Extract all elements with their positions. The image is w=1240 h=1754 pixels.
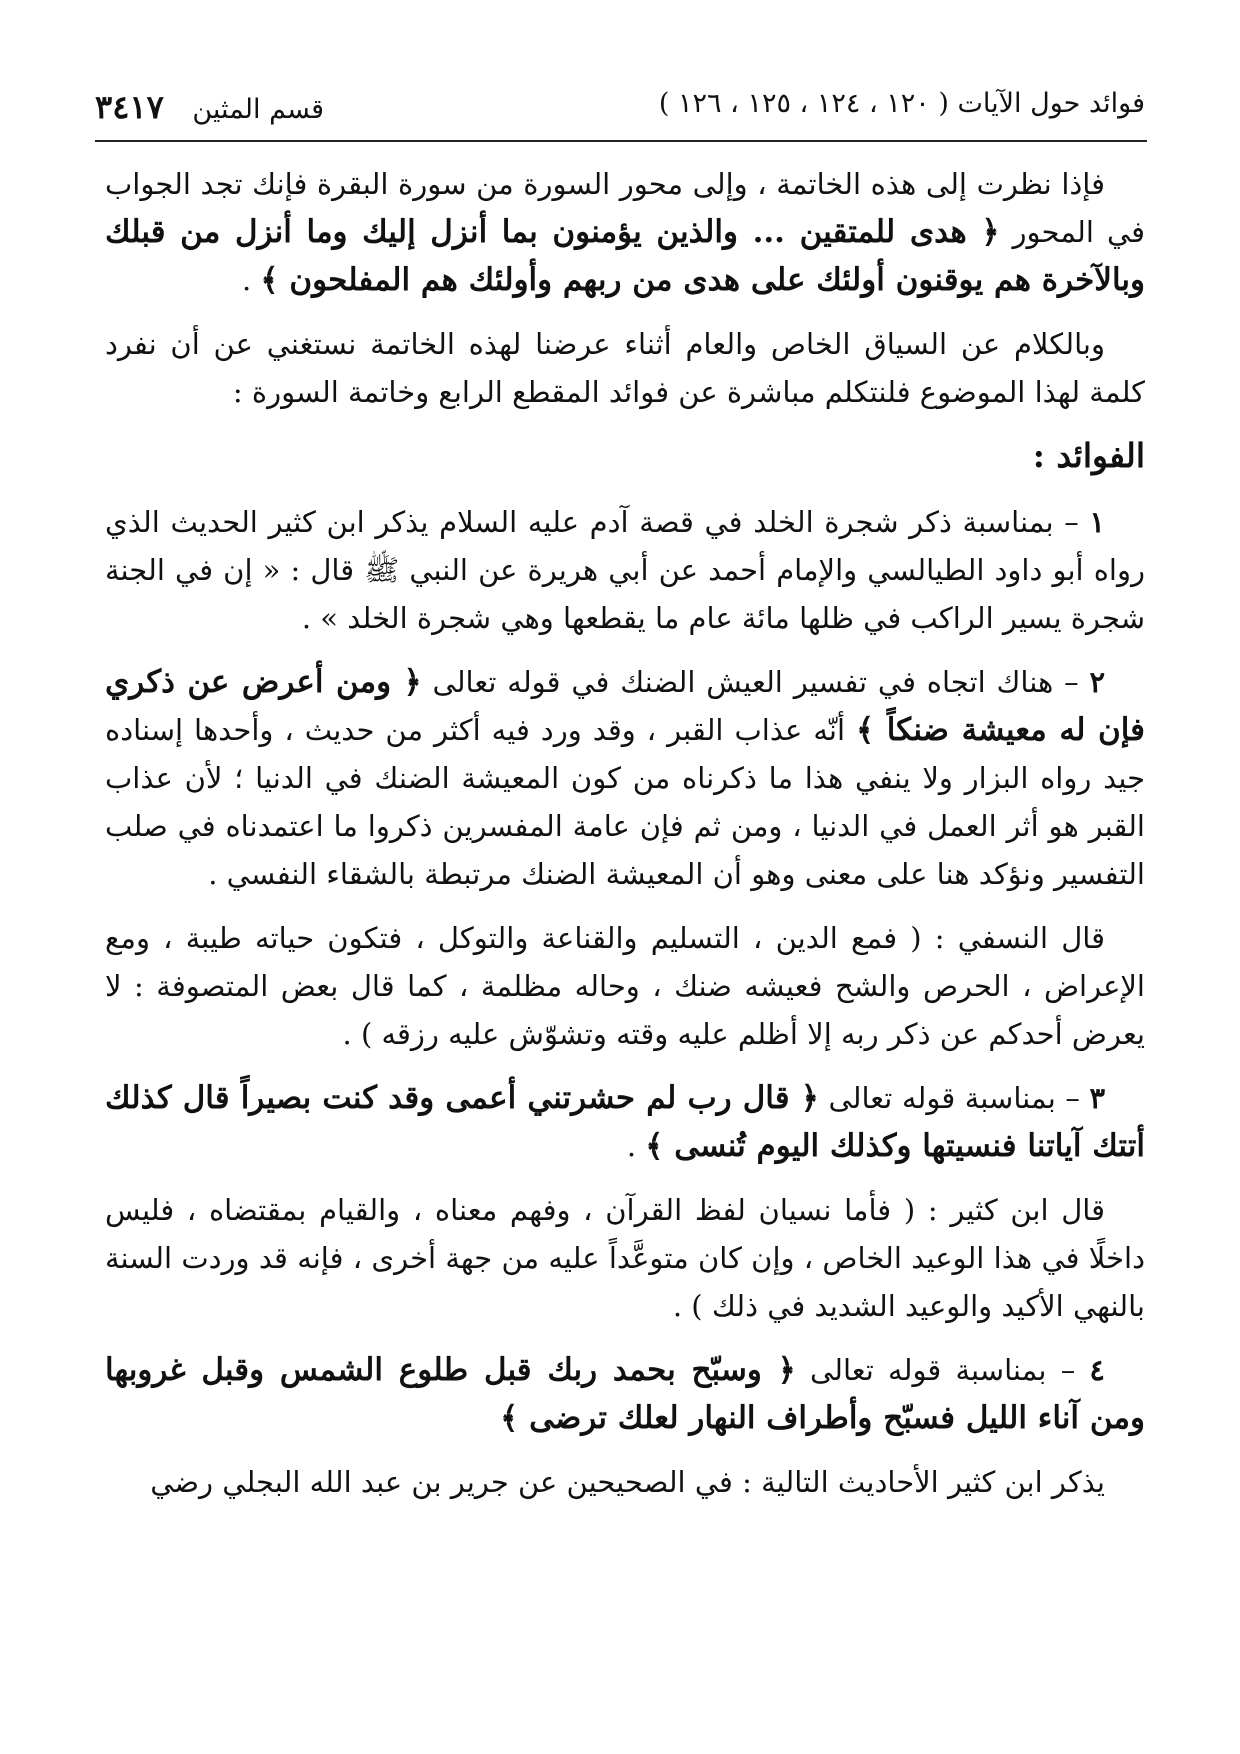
page-header <box>95 86 1145 136</box>
paragraph-context: وبالكلام عن السياق الخاص والعام أثناء عرضنا لهذه الخاتمة نستغني عن أن نفرد كلمة لهذا الموضوع فلنتكلم مباشرة عن فوائد المقطع الرابع وخاتمة السورة : <box>105 327 1145 409</box>
benefit-number: ٢ <box>1089 665 1106 699</box>
benefit-2 <box>105 658 1145 898</box>
quran-quote: ﴿ هدى للمتقين ... والذين يؤمنون بما أنزل إليك وما أنزل من قبلك وبالآخرة هم يوقنون أولئك على هدى من ربهم وأولئك هم المفلحون ﴾ <box>105 214 1145 298</box>
paragraph-end: . <box>626 1129 637 1163</box>
section-heading: الفوائد : <box>1032 436 1145 475</box>
benefit-number: ٣ <box>1089 1081 1106 1115</box>
section-name: قسم المثين <box>192 94 325 125</box>
quran-quote: ﴿ قال رب لم حشرتني أعمى وقد كنت بصيراً قال كذلك أتتك آياتنا فنسيتها وكذلك اليوم تُنسى ﴾ <box>105 1080 1145 1164</box>
header-section-and-page <box>95 88 324 126</box>
benefit-3 <box>105 1074 1145 1170</box>
benefit-intro: – هناك اتجاه في تفسير العيش الضنك في قوله تعالى <box>432 665 1079 699</box>
quran-quote: ﴿ وسبّح بحمد ربك قبل طلوع الشمس وقبل غروبها ومن آناء الليل فسبّح وأطراف النهار لعلك ترضى ﴾ <box>105 1352 1145 1436</box>
page-body <box>105 160 1145 1522</box>
paragraph-end: . <box>241 263 252 297</box>
benefit-number: ٤ <box>1089 1353 1105 1387</box>
paragraph-ibn-kathir: قال ابن كثير : ( فأما نسيان لفظ القرآن ، وفهم معناه ، والقيام بمقتضاه ، فليس داخلًا في هذا الوعيد الخاص ، وإن كان متوعَّداً عليه من جهة أخرى ، فإنه قد وردت السنة بالنهي الأكيد والوعيد الشديد في ذلك ) . <box>105 1193 1145 1323</box>
paragraph-nasafi: قال النسفي : ( فمع الدين ، التسليم والقناعة والتوكل ، فتكون حياته طيبة ، ومع الإعراض ، الحرص والشح فعيشه ضنك ، وحاله مظلمة ، كما قال بعض المتصوفة : لا يعرض أحدكم عن ذكر ربه إلا أظلم عليه وقته وتشوّش عليه رزقه ) . <box>105 921 1145 1051</box>
benefit-intro: – بمناسبة قوله تعالى <box>828 1081 1080 1115</box>
running-title: فوائد حول الآيات ( ١٢٠ ، ١٢٤ ، ١٢٥ ، ١٢٦ ) <box>658 88 1145 119</box>
quran-quote: ﴿ ومن أعرض عن ذكري فإن له معيشة ضنكاً ﴾ <box>105 664 1145 748</box>
page-number: ٣٤١٧ <box>95 88 164 126</box>
benefit-text: – بمناسبة ذكر شجرة الخلد في قصة آدم عليه السلام يذكر ابن كثير الحديث الذي رواه أبو داود الطيالسي والإمام أحمد عن أبي هريرة عن النبي ﷺ قال : « إن في الجنة شجرة يسير الراكب في ظلها مائة عام ما يقطعها وهي شجرة الخلد » . <box>105 505 1145 635</box>
benefit-intro: – بمناسبة قوله تعالى <box>809 1353 1076 1387</box>
paragraph-intro <box>105 160 1145 304</box>
benefit-1 <box>105 498 1145 642</box>
benefit-text: أنّه عذاب القبر ، وقد ورد فيه أكثر من حديث ، وأحدها إسناده جيد رواه البزار ولا ينفي هذا ما ذكرناه من كون المعيشة الضنك في الدنيا ؛ لأن عذاب القبر هو أثر العمل في الدنيا ، ومن ثم فإن عامة المفسرين ذكروا ما اعتمدناه في صلب التفسير ونؤكد هنا على معنى وهو أن المعيشة الضنك مرتبطة بالشقاء النفسي . <box>105 713 1145 891</box>
paragraph-hadith-intro: يذكر ابن كثير الأحاديث التالية : في الصحيحين عن جرير بن عبد الله البجلي رضي <box>150 1465 1105 1499</box>
benefit-4 <box>105 1346 1145 1442</box>
benefit-number: ١ <box>1089 505 1105 539</box>
paragraph-text: فإذا نظرت إلى هذه الخاتمة ، وإلى محور السورة من سورة البقرة فإنك تجد الجواب في المحور <box>105 167 1145 249</box>
header-divider <box>95 140 1147 142</box>
